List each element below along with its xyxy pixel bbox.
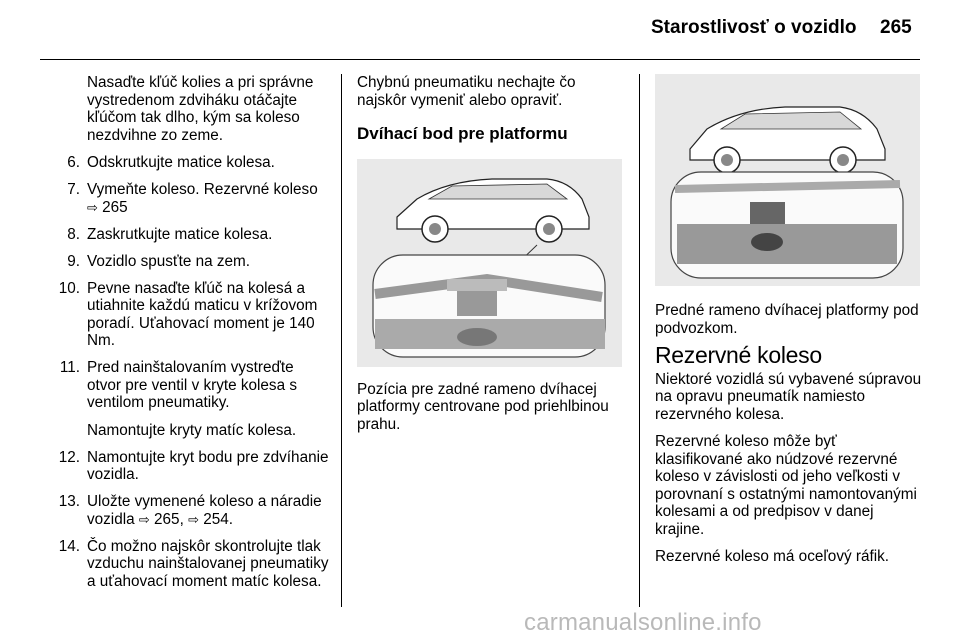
list-item: 9. Vozidlo spusťte na zem. — [67, 252, 251, 270]
list-item: 12. Namontujte kryt bodu pre zdvíhanie vozidla. — [58, 448, 329, 483]
page-ref-link[interactable]: 265 — [154, 510, 180, 528]
spare-wheel-paragraph: Rezervné koleso môže byť klasifikované ako núdzové rezervné koleso v závislosti od jeho veľkosti v porovnaní s ostatnými namontovanými kolesami a od predpisov v danej krajine. — [655, 433, 917, 538]
column-2 — [357, 74, 625, 443]
column-divider-right — [639, 74, 640, 607]
column-1 — [40, 74, 330, 600]
spare-wheel-paragraph: Niektoré vozidlá sú vybavené súpravou na opravu pneumatík namiesto rezervného kolesa. — [655, 370, 922, 423]
list-item: 14. Čo možno najskôr skontrolujte tlak vzduchu nainštalovanej pneumatiky a uťahovací moment matíc kolesa. — [58, 537, 329, 590]
list-item: 10. Pevne nasaďte kľúč na kolesá a utiahnite každú maticu v krížovom poradí. Uťahovací moment je 140 Nm. — [58, 279, 318, 349]
page-ref-link[interactable]: 265 — [102, 198, 128, 216]
list-item-extra: Namontujte kryty matíc kolesa. — [87, 421, 297, 439]
list-item: 13. Uložte vymenené koleso a náradie vozidla ⇨ 265, ⇨ 254. — [58, 493, 322, 528]
page-number: 265 — [880, 17, 912, 38]
defective-tire-paragraph: Chybnú pneumatiku nechajte čo najskôr vymeniť alebo opraviť. — [357, 74, 576, 109]
header-rule — [40, 59, 920, 60]
intro-paragraph: Nasaďte kľúč kolies a pri správne vystredenom zdviháku otáčajte kľúčom tak dlho, kým sa koleso nezdvihne zo zeme. — [87, 74, 314, 144]
page-ref-link[interactable]: 254 — [203, 510, 229, 528]
list-item: 6. Odskrutkujte matice kolesa. — [67, 154, 275, 171]
list-item: 11. Pred nainštalovaním vystreďte otvor pre ventil v kryte kolesa s ventilom pneumatiky. Namontujte kryty matíc kolesa. — [40, 359, 330, 439]
rear-lift-caption: Pozícia pre zadné rameno dvíhacej platformy centrovane pod priehlbinou prahu. — [357, 380, 609, 433]
page-ref-icon: ⇨ — [87, 199, 98, 215]
section-heading-lift-point: Dvíhací bod pre platformu — [357, 124, 568, 143]
page-header-title: Starostlivosť o vozidlo — [651, 17, 857, 38]
spare-wheel-paragraph: Rezervné koleso má oceľový ráfik. — [655, 548, 890, 565]
front-lift-caption: Predné rameno dvíhacej platformy pod podvozkom. — [655, 302, 919, 337]
front-lift-point-illustration — [655, 74, 920, 286]
column-3 — [655, 74, 923, 576]
section-heading-spare-wheel: Rezervné koleso — [655, 342, 822, 368]
rear-lift-point-illustration — [357, 159, 622, 367]
column-divider-left — [341, 74, 342, 607]
list-item: 8. Zaskrutkujte matice kolesa. — [67, 225, 273, 243]
page-ref-icon: ⇨ — [138, 511, 150, 527]
page-ref-icon: ⇨ — [188, 511, 199, 527]
list-item: 7. Vymeňte koleso. Rezervné koleso ⇨ 265 — [67, 181, 318, 216]
watermark: carmanualsonline.info — [524, 609, 762, 636]
